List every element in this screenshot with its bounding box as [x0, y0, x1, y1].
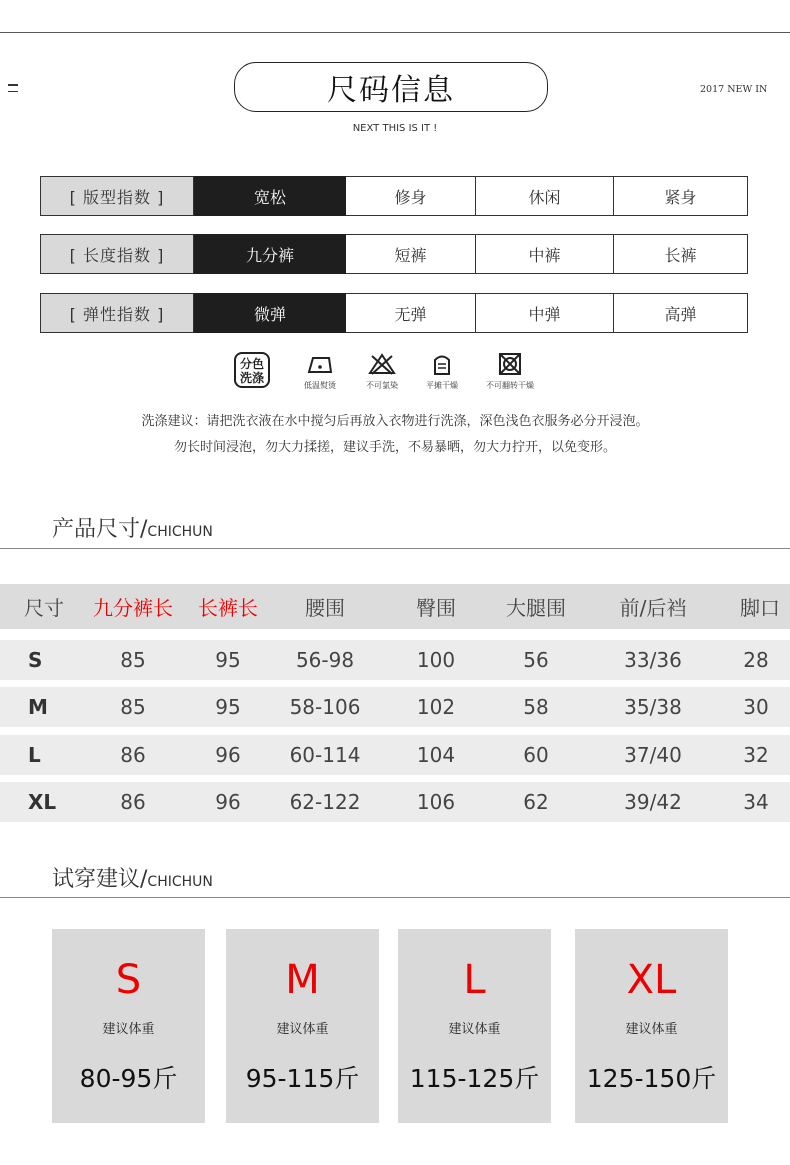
table-cell: 60-114: [289, 743, 361, 767]
care-label: 不可翻转干燥: [486, 381, 534, 390]
care-icons: [234, 352, 554, 397]
care-label: 低温熨烫: [304, 381, 336, 390]
size-table-header: [0, 584, 790, 629]
fit-card-xl: [575, 929, 728, 1123]
index-option: 短裤: [346, 234, 476, 274]
table-cell: 35/38: [624, 695, 682, 719]
header-cell: 臀围: [416, 596, 456, 620]
section-title-text: 试穿建议/: [52, 867, 148, 892]
table-cell: 28: [743, 648, 769, 672]
fit-card-s: [52, 929, 205, 1123]
size-cell: XL: [28, 790, 57, 814]
card-label: 建议体重: [448, 1022, 501, 1037]
no-bleach-icon: [354, 352, 410, 391]
table-row: [0, 782, 790, 822]
header-cell: 前/后裆: [619, 596, 687, 620]
table-cell: 106: [416, 790, 456, 814]
table-cell: 30: [743, 695, 769, 719]
wash-icon-text: 分色: [239, 357, 264, 371]
table-cell: 34: [743, 790, 769, 814]
header-cell: 大腿围: [506, 596, 566, 620]
card-size: M: [285, 957, 320, 1003]
table-cell: 60: [523, 743, 549, 767]
fit-card-l: [398, 929, 551, 1123]
table-cell: 86: [120, 743, 146, 767]
care-label: 平摊干燥: [426, 381, 458, 390]
fit-index-row: [40, 176, 748, 216]
size-cell: S: [28, 648, 43, 672]
table-cell: 86: [120, 790, 146, 814]
index-label: [ 长度指数 ]: [40, 234, 194, 274]
card-size: L: [463, 957, 486, 1003]
card-label: 建议体重: [276, 1022, 329, 1037]
card-weight: 80-95斤: [79, 1064, 178, 1093]
card-weight: 115-125斤: [409, 1064, 540, 1093]
header-cell: 脚口: [740, 596, 780, 620]
no-tumble-dry-icon: [474, 352, 546, 391]
index-option: 紧身: [614, 176, 748, 216]
table-cell: 85: [120, 695, 146, 719]
table-cell: 100: [416, 648, 456, 672]
card-weight: 125-150斤: [586, 1064, 717, 1093]
index-option: 中裤: [476, 234, 614, 274]
index-option: 休闲: [476, 176, 614, 216]
header-cell: 尺寸: [24, 596, 64, 620]
size-section-divider: [0, 548, 790, 549]
top-divider: [0, 32, 790, 33]
index-option: 高弹: [614, 293, 748, 333]
card-weight: 95-115斤: [245, 1064, 360, 1093]
table-cell: 95: [215, 648, 241, 672]
table-row: [0, 640, 790, 680]
table-cell: 33/36: [624, 648, 682, 672]
wash-icon-text: 洗涤: [239, 371, 264, 385]
card-label: 建议体重: [625, 1022, 678, 1037]
table-cell: 62-122: [289, 790, 361, 814]
table-cell: 37/40: [624, 743, 682, 767]
index-selected: 宽松: [194, 176, 346, 216]
table-cell: 58-106: [289, 695, 361, 719]
fit-section-divider: [0, 897, 790, 898]
index-option: 中弹: [476, 293, 614, 333]
size-cell: M: [28, 695, 48, 719]
card-size: S: [115, 957, 142, 1003]
low-iron-icon: [290, 352, 350, 391]
fit-card-m: [226, 929, 379, 1123]
size-cell: L: [28, 743, 41, 767]
card-size: XL: [626, 957, 677, 1003]
wash-note-1: 洗涤建议：请把洗衣液在水中搅匀后再放入衣物进行洗涤，深色浅色衣服务必分开浸泡。: [141, 414, 649, 429]
header-cell: 长裤长: [198, 596, 258, 620]
table-row: [0, 687, 790, 727]
index-option: 长裤: [614, 234, 748, 274]
table-cell: 96: [215, 790, 241, 814]
table-cell: 39/42: [624, 790, 682, 814]
page-title: 尺码信息: [234, 62, 548, 112]
index-label: [ 弹性指数 ]: [40, 293, 194, 333]
table-cell: 104: [416, 743, 456, 767]
table-cell: 85: [120, 648, 146, 672]
size-section-title: [52, 512, 213, 543]
index-selected: 微弹: [194, 293, 346, 333]
separate-wash-icon: [234, 352, 270, 388]
header-cell: 九分裤长: [93, 596, 173, 620]
tagline: 2017 NEW IN: [700, 84, 768, 95]
care-label: 不可氯染: [366, 381, 398, 390]
length-index-row: [40, 234, 748, 274]
section-title-en: CHICHUN: [147, 524, 213, 540]
table-cell: 102: [416, 695, 456, 719]
table-cell: 58: [523, 695, 549, 719]
table-cell: 62: [523, 790, 549, 814]
table-cell: 56-98: [295, 648, 355, 672]
wash-note-2: 勿长时间浸泡，勿大力揉搓，建议手洗，不易暴晒，勿大力拧开，以免变形。: [173, 440, 616, 455]
section-title-en: CHICHUN: [147, 874, 213, 890]
page-subtitle: NEXT THIS IS IT !: [352, 123, 438, 134]
flat-dry-icon: [414, 352, 470, 391]
index-option: 修身: [346, 176, 476, 216]
index-label: [ 版型指数 ]: [40, 176, 194, 216]
index-option: 无弹: [346, 293, 476, 333]
table-cell: 96: [215, 743, 241, 767]
stretch-index-row: [40, 293, 748, 333]
table-cell: 32: [743, 743, 769, 767]
card-label: 建议体重: [102, 1022, 155, 1037]
index-selected: 九分裤: [194, 234, 346, 274]
table-cell: 56: [523, 648, 549, 672]
table-cell: 95: [215, 695, 241, 719]
menu-mark-icon: [8, 84, 18, 97]
fit-section-title: [52, 862, 213, 893]
section-title-text: 产品尺寸/: [52, 517, 148, 542]
header-cell: 腰围: [305, 596, 345, 620]
table-row: [0, 735, 790, 775]
